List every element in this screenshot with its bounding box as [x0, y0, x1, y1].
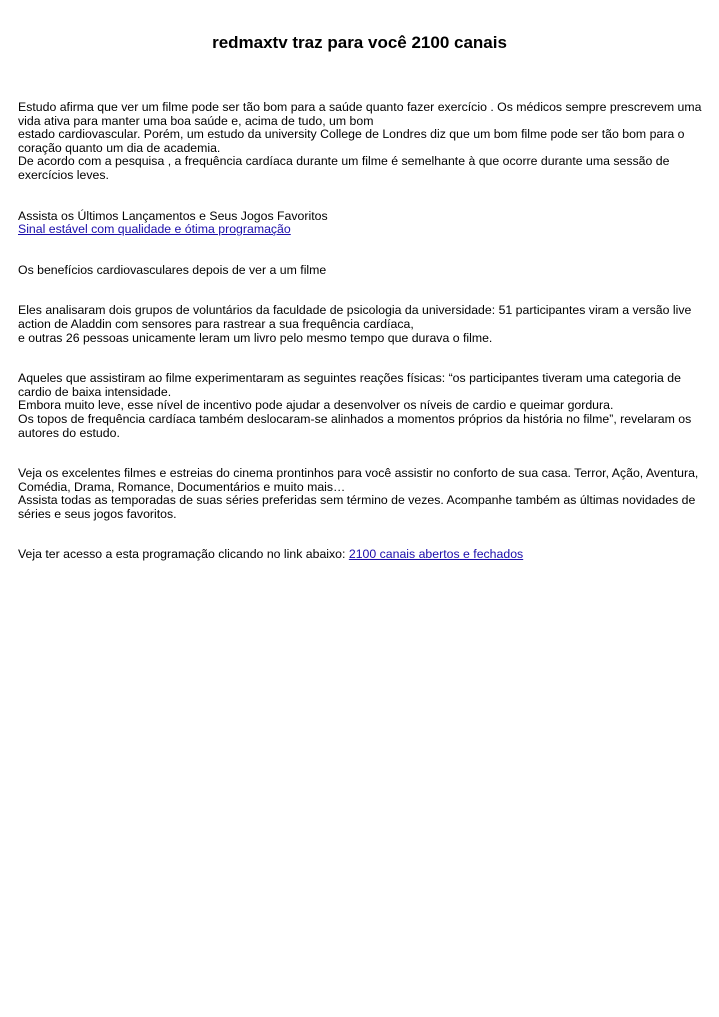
intro-paragraph [18, 101, 702, 183]
text-line: Aqueles que assistiram ao filme experimentaram as seguintes reações físicas: “os participantes tiveram uma categoria de [18, 371, 681, 386]
text-line: autores do estudo. [18, 425, 120, 440]
text-line: Embora muito leve, esse nível de incentivo pode ajudar a desenvolver os níveis de cardio e queimar gordura. [18, 398, 614, 413]
text-line: exercícios leves. [18, 167, 109, 182]
text-line: Os benefícios cardiovasculares depois de ver a um filme [18, 262, 327, 277]
text-line: cardio de baixa intensidade. [18, 384, 172, 399]
text-line: coração quanto um dia de academia. [18, 140, 221, 155]
study-paragraph [18, 304, 702, 345]
text-line: action de Aladdin com sensores para rastrear a sua frequência cardíaca, [18, 316, 414, 331]
text-line: Comédia, Drama, Romance, Documentários e muito mais… [18, 479, 346, 494]
catalog-paragraph [18, 467, 702, 521]
text-line: e outras 26 pessoas unicamente leram um livro pelo mesmo tempo que durava o filme. [18, 330, 493, 345]
text-line: Os topos de frequência cardíaca também deslocaram-se alinhados a momentos próprios da história no filme”, revelaram os [18, 411, 692, 426]
page-title: redmaxtv traz para você 2100 canais [212, 33, 507, 52]
text-line: Assista todas as temporadas de suas séries preferidas sem término de vezes. Acompanhe também as últimas novidades de [18, 493, 696, 508]
text-line: estado cardiovascular. Porém, um estudo da university College de Londres diz que um bom filme pode ser tão bom para o [18, 127, 685, 142]
cta-paragraph [18, 548, 702, 562]
text-line: vida ativa para manter uma boa saúde e, acima de tudo, um bom [18, 113, 374, 128]
text-line: De acordo com a pesquisa , a frequência cardíaca durante um filme é semelhante à que ocorre durante uma sessão de [18, 154, 670, 169]
channels-link[interactable]: 2100 canais abertos e fechados [348, 547, 524, 562]
text-line: Eles analisaram dois grupos de voluntários da faculdade de psicologia da universidade: 51 participantes viram a versão live [18, 303, 692, 318]
section-heading-paragraph [18, 264, 702, 278]
text-line: Veja os excelentes filmes e estreias do cinema prontinhos para você assistir no conforto de sua casa. Terror, Ação, Aventura, [18, 466, 699, 481]
cta-text: Veja ter acesso a esta programação clicando no link abaixo: [18, 547, 349, 562]
text-line: Assista os Últimos Lançamentos e Seus Jogos Favoritos [18, 208, 328, 223]
promo-paragraph [18, 210, 702, 237]
results-paragraph [18, 372, 702, 440]
article-body [18, 101, 702, 589]
text-line: Estudo afirma que ver um filme pode ser tão bom para a saúde quanto fazer exercício . Os médicos sempre prescrevem uma [18, 100, 702, 114]
text-line: séries e seus jogos favoritos. [18, 506, 177, 521]
signal-quality-link[interactable]: Sinal estável com qualidade e ótima programação [18, 222, 291, 237]
